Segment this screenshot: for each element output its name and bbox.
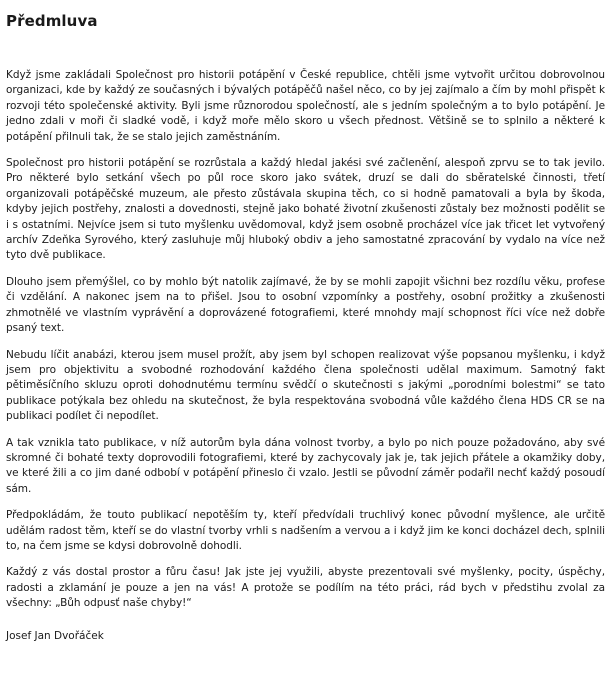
author-signature: Josef Jan Dvořáček <box>6 629 104 642</box>
paragraph-2: Společnost pro historii potápění se rozrůstala a každý hledal jakési své začlenění, alespoň zprvu se to tak jevilo. Pro některé bylo setkání všech po půl roce skoro jako svátek, druzí se dali do sběratelské činnosti, třetí organizovali potápěčské muzeum, ale přesto zůstávala skupina těch, co si hodně pamatovali a byla by škoda, kdyby jejich postřehy, znalosti a dovednosti, stejně jako bohaté životní zkušenosti zůstaly bez možnosti podělit se i s ostatními. Nejvíce jsem si tuto myšlenku uvědomoval, když jsem osobně procházel více jak třicet let vytvořený archív Zdeňka Syrového, který zasluhuje můj hluboký obdiv a jeho samostatné zpracování by vydalo na více než tyto dvě publikace. <box>6 157 605 262</box>
paragraph-1: Když jsme zakládali Společnost pro historii potápění v České republice, chtěli jsme vytvořit určitou dobrovolnou organizaci, kde by každý ze současných i bývalých potápěčů našel něco, co by jej zajímalo a čím by mohl přispět k rozvoji této společenské aktivity. Byli jsme různorodou společností, ale s jedním společným a to bylo potápění. Je jedno zdali v moři či sladké vodě, i když moře mělo skoro u všech přednost. Většině se to splnilo a některé k potápění přilnuli tak, že se stalo jejich zaměstnáním. <box>6 69 605 143</box>
paragraph-5: A tak vznikla tato publikace, v níž autorům byla dána volnost tvorby, a bylo po nich pouze požadováno, aby své skromné či bohaté texty doprovodili fotografiemi, které by zachycovaly jak je, tak jejich přátele a okamžiky doby, ve které žili a co jim dané odbobí v potápění přineslo či vzalo. Jestli se původní záměr podařil nechť každý posoudí sám. <box>6 436 605 495</box>
page-title: Předmluva <box>6 12 98 30</box>
paragraph-4: Nebudu líčit anabázi, kterou jsem musel prožít, aby jsem byl schopen realizovat výše popsanou myšlenku, i když jsem pro objektivitu a svobodné rozhodování každého člena společnosti udělal maximum. Samotný fakt pětiměsíčního skluzu oproti dohodnutému termínu svědčí o skutečnosti s jakými „porodními bolestmi“ se tato publikace potýkala bez ohledu na skutečnost, že byla respektována svobodná vůle každého člena HDS CR se na publikaci podílet či nepodílet. <box>6 348 605 423</box>
paragraph-7: Každý z vás dostal prostor a fůru času! Jak jste jej využili, abyste prezentovali své myšlenky, pocity, úspěchy, radosti a zklamání je pouze a jen na vás! A protože se podílím na této práci, rád bych v předstihu zvolal za všechny: „Bůh odpusť naše chyby!“ <box>6 566 605 610</box>
paragraph-3: Dlouho jsem přemýšlel, co by mohlo být natolik zajímavé, že by se mohli zapojit všichni bez rozdílu věku, profese či vzdělání. A nakonec jsem na to přišel. Jsou to osobní vzpomínky a postřehy, osobní prožitky a zkušenosti zhmotnělé ve vlastním vyprávění a doprovázené fotografiemi, které mnohdy mají schopnost říci více než dobře psaný text. <box>6 275 605 335</box>
paragraph-6: Předpokládám, že touto publikací nepotěším ty, kteří předvídali truchlivý konec původní myšlence, ale určitě udělám radost těm, kteří se do vlastní tvorby vrhli s nadšením a vervou a i když jim ke konci docházel dech, splnili to, na čem jsme se kdysi dobrovolně dohodli. <box>6 509 605 552</box>
